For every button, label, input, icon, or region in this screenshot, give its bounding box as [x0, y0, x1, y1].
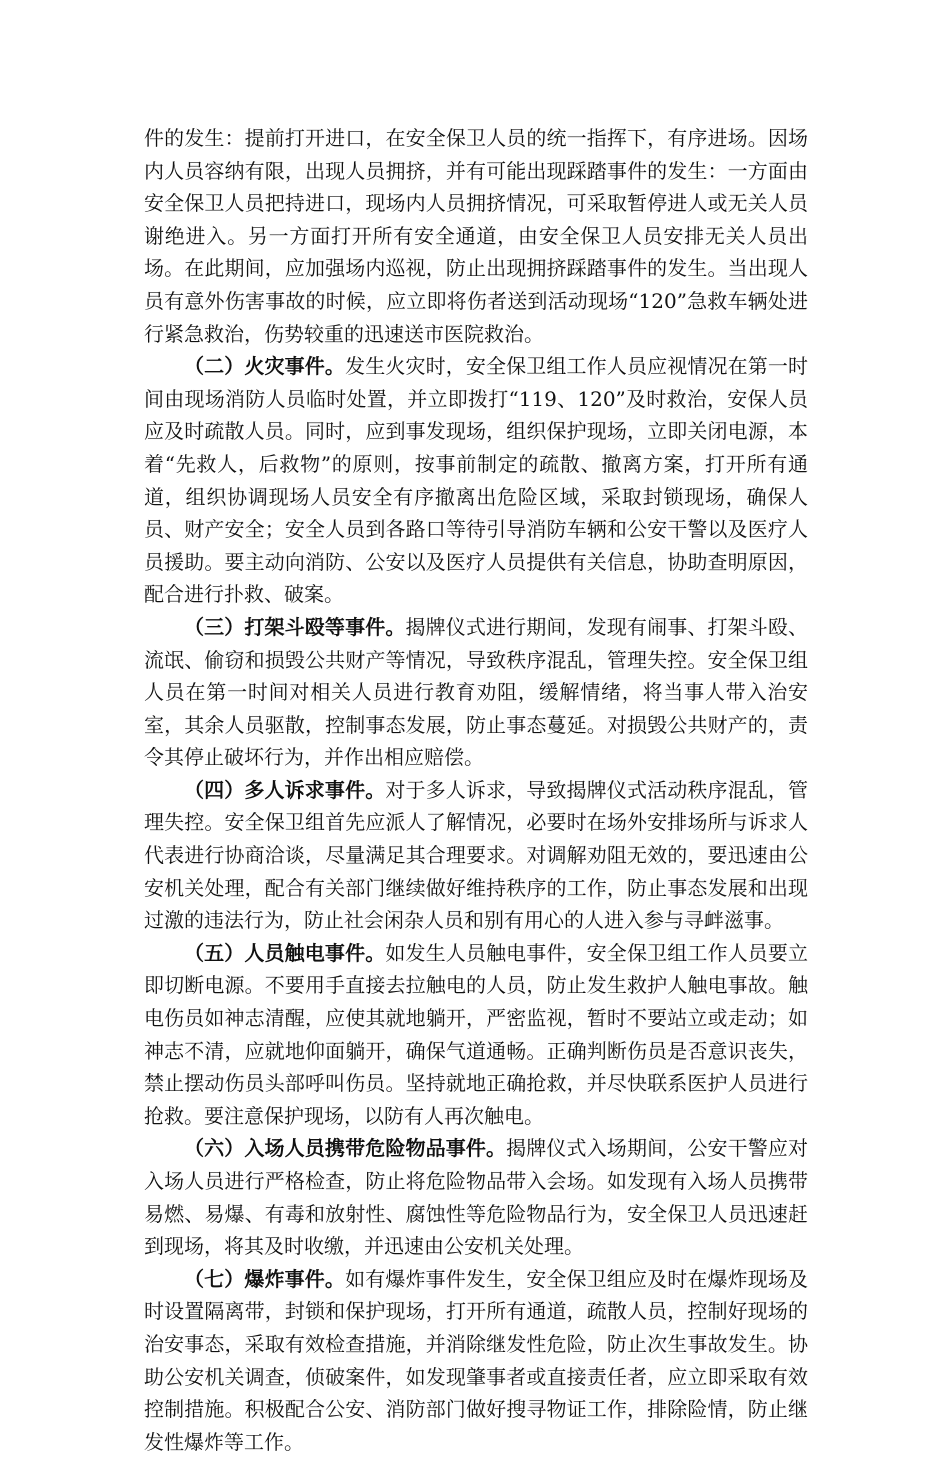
document-body — [144, 122, 808, 1458]
paragraph-text: 对于多人诉求，导致揭牌仪式活动秩序混乱，管理失控。安全保卫组首先应派人了解情况，必要时在场外安排场所与诉求人代表进行协商洽谈，尽量满足其合理要求。对调解劝阻无效的，要迅速由公安机关处理，配合有关部门继续做好维持秩序的工作，防止事态发展和出现过激的违法行为，防止社会闲杂人员和别有用心的人进入参与寻衅滋事。 — [144, 777, 809, 933]
paragraph-heading: （七）爆炸事件。 — [184, 1266, 346, 1291]
paragraph-text: 件的发生：提前打开进口，在安全保卫人员的统一指挥下，有序进场。因场内人员容纳有限，出现人员拥挤，并有可能出现踩踏事件的发生：一方面由安全保卫人员把持进口，现场内人员拥挤情况，可采取暂停进人或无关人员谢绝进入。另一方面打开所有安全通道，由安全保卫人员安排无关人员出场。在此期间，应加强场内巡视，防止出现拥挤踩踏事件的发生。当出现人员有意外伤害事故的时候，应立即将伤者送到活动现场“120”急救车辆处进行紧急救治，伤势较重的迅速送市医院救治。 — [144, 126, 808, 346]
paragraph-fire-incident — [144, 350, 808, 611]
paragraph-text: 揭牌仪式进行期间，发现有闹事、打架斗殴、流氓、偷窃和损毁公共财产等情况，导致秩序混乱，管理失控。安全保卫组人员在第一时间对相关人员进行教育劝阻，缓解情绪，将当事人带入治安室，其余人员驱散，控制事态发展，防止事态蔓延。对损毁公共财产的，责令其停止破坏行为，并作出相应赔偿。 — [144, 614, 809, 770]
paragraph-explosion-incident — [144, 1263, 808, 1458]
paragraph-electric-shock-incident — [144, 937, 808, 1133]
paragraph-dangerous-goods-incident — [144, 1132, 808, 1262]
paragraph-heading: （六）入场人员携带危险物品事件。 — [184, 1136, 507, 1161]
paragraph-heading: （五）人员触电事件。 — [184, 940, 386, 965]
paragraph-crowd-continuation — [144, 122, 808, 350]
paragraph-text: 如有爆炸事件发生，安全保卫组应及时在爆炸现场及时设置隔离带，封锁和保护现场，打开所有通道，疏散人员，控制好现场的治安事态，采取有效检查措施，并消除继发性危险，防止次生事故发生。协助公安机关调查，侦破案件，如发现肇事者或直接责任者，应立即采取有效控制措施。积极配合公安、消防部门做好搜寻物证工作，排除险情，防止继发性爆炸等工作。 — [144, 1266, 809, 1454]
paragraph-petition-incident — [144, 774, 808, 937]
paragraph-fight-incident — [144, 611, 808, 774]
paragraph-text: 如发生人员触电事件，安全保卫组工作人员要立即切断电源。不要用手直接去拉触电的人员，防止发生救护人触电事故。触电伤员如神志清醒，应使其就地躺开，严密监视，暂时不要站立或走动；如神志不清，应就地仰面躺开，确保气道通畅。正确判断伤员是否意识丧失，禁止摆动伤员头部呼叫伤员。坚持就地正确抢救，并尽快联系医护人员进行抢救。要注意保护现场，以防有人再次触电。 — [144, 940, 809, 1128]
paragraph-text: 揭牌仪式入场期间，公安干警应对入场人员进行严格检查，防止将危险物品带入会场。如发现有入场人员携带易燃、易爆、有毒和放射性、腐蚀性等危险物品行为，安全保卫人员迅速赶到现场，将其及时收缴，并迅速由公安机关处理。 — [144, 1136, 809, 1259]
paragraph-heading: （四）多人诉求事件。 — [184, 777, 386, 802]
paragraph-text: 发生火灾时，安全保卫组工作人员应视情况在第一时间由现场消防人员临时处置，并立即拨打“119、120”及时救治，安保人员应及时疏散人员。同时，应到事发现场，组织保护现场，立即关闭电源，本着“先救人，后救物”的原则，按事前制定的疏散、撤离方案，打开所有通道，组织协调现场人员安全有序撤离出危险区域，采取封锁现场，确保人员、财产安全；安全人员到各路口等待引导消防车辆和公安干警以及医疗人员援助。要主动向消防、公安以及医疗人员提供有关信息，协助查明原因，配合进行扑救、破案。 — [144, 354, 809, 607]
paragraph-heading: （三）打架斗殴等事件。 — [184, 614, 406, 639]
paragraph-heading: （二）火灾事件。 — [184, 354, 346, 379]
